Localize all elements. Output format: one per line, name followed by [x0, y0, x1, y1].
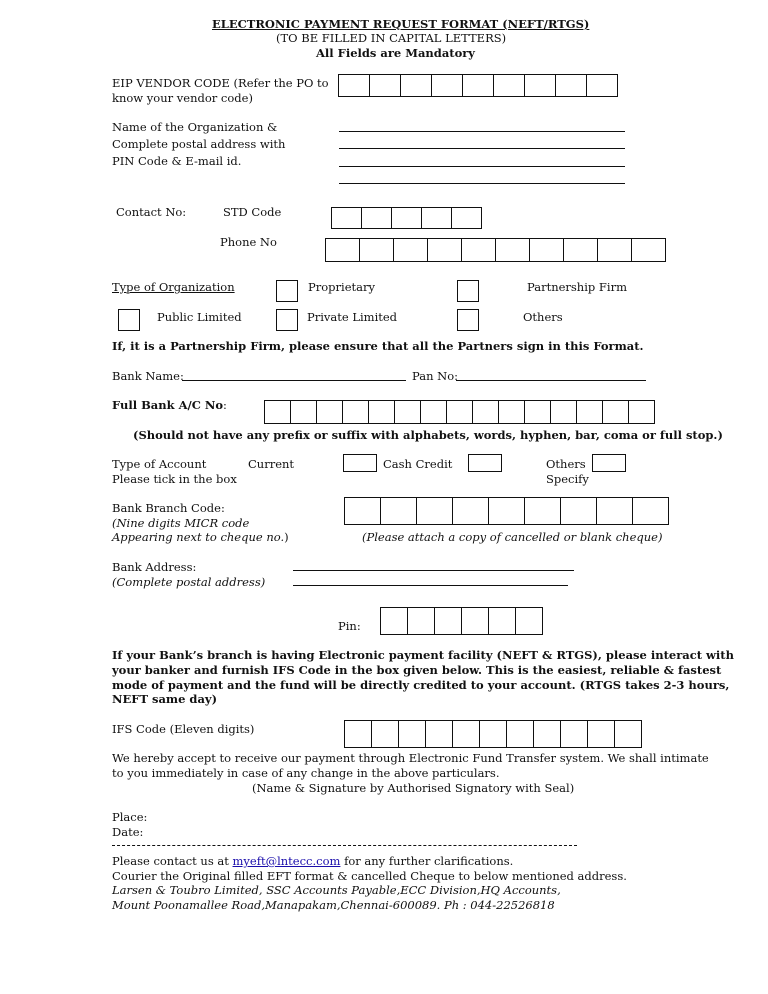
vendor-code-box[interactable] — [431, 74, 463, 97]
bank-address-label: Bank Address: — [112, 560, 197, 574]
pin-box[interactable] — [434, 607, 462, 635]
micr-note-2-text: Appearing next to cheque no. — [112, 530, 285, 544]
partnership-label: Partnership Firm — [527, 280, 627, 294]
others-org-label: Others — [523, 310, 563, 324]
cash-credit-checkbox[interactable] — [468, 454, 502, 472]
account-number-box[interactable] — [394, 400, 421, 424]
courier-note: Courier the Original filled EFT format & cancelled Cheque to below mentioned address. — [112, 869, 627, 883]
phone-box[interactable] — [631, 238, 666, 262]
ifsc-box[interactable] — [452, 720, 480, 748]
ifsc-box[interactable] — [398, 720, 426, 748]
form-subtitle: (TO BE FILLED IN CAPITAL LETTERS) — [276, 31, 507, 45]
phone-box[interactable] — [359, 238, 394, 262]
public-limited-label: Public Limited — [157, 310, 242, 324]
pin-box[interactable] — [461, 607, 489, 635]
branch-code-box[interactable] — [560, 497, 597, 525]
account-type-label: Type of Account — [112, 457, 207, 471]
proprietary-checkbox[interactable] — [276, 280, 298, 302]
vendor-code-box[interactable] — [555, 74, 587, 97]
mandatory-note: All Fields are Mandatory — [316, 46, 475, 60]
current-account-checkbox[interactable] — [343, 454, 377, 472]
phone-label: Phone No — [220, 235, 277, 249]
bank-address-line-2[interactable] — [293, 585, 568, 586]
org-line-4[interactable] — [339, 183, 625, 184]
pin-box[interactable] — [488, 607, 516, 635]
vendor-code-box[interactable] — [462, 74, 494, 97]
place-label: Place: — [112, 810, 148, 824]
micr-note-2 — [112, 530, 289, 545]
phone-box[interactable] — [393, 238, 428, 262]
pan-line[interactable] — [456, 380, 646, 381]
account-number-box[interactable] — [550, 400, 577, 424]
std-code-box[interactable] — [361, 207, 392, 229]
std-code-label: STD Code — [223, 205, 282, 219]
others-account-checkbox[interactable] — [592, 454, 626, 472]
address-line-2: Mount Poonamallee Road,Manapakam,Chennai-600089. Ph : 044-22526818 — [112, 898, 555, 912]
bank-address-note: (Complete postal address) — [112, 575, 266, 589]
account-number-colon: : — [223, 398, 227, 412]
account-number-box[interactable] — [602, 400, 629, 424]
account-number-label-text: Full Bank A/C No — [112, 398, 224, 412]
contact-label: Contact No: — [116, 205, 187, 219]
partnership-note: If, it is a Partnership Firm, please ensure that all the Partners sign in this Format. — [112, 339, 644, 353]
account-number-box[interactable] — [576, 400, 603, 424]
phone-box[interactable] — [495, 238, 530, 262]
account-number-box[interactable] — [446, 400, 473, 424]
branch-code-box[interactable] — [452, 497, 489, 525]
account-number-box[interactable] — [368, 400, 395, 424]
proprietary-label: Proprietary — [308, 280, 375, 294]
private-limited-label: Private Limited — [307, 310, 398, 324]
ifsc-instructions-line-3: mode of payment and the fund will be directly credited to your account. (RTGS takes 2-3 hours, — [112, 678, 730, 692]
account-number-box[interactable] — [472, 400, 499, 424]
vendor-code-boxes[interactable] — [338, 74, 618, 97]
ifsc-box[interactable] — [587, 720, 615, 748]
micr-note-close: ) — [284, 530, 289, 544]
vendor-code-box[interactable] — [524, 74, 556, 97]
account-number-box[interactable] — [316, 400, 343, 424]
vendor-code-hint: know your vendor code) — [112, 91, 253, 105]
std-code-box[interactable] — [331, 207, 362, 229]
form-title: ELECTRONIC PAYMENT REQUEST FORMAT (NEFT/RTGS) — [212, 17, 590, 31]
account-number-box[interactable] — [498, 400, 525, 424]
branch-code-box[interactable] — [632, 497, 669, 525]
phone-box[interactable] — [461, 238, 496, 262]
branch-code-boxes[interactable] — [344, 497, 669, 525]
std-code-boxes[interactable] — [331, 207, 482, 229]
vendor-code-box[interactable] — [369, 74, 401, 97]
branch-code-box[interactable] — [488, 497, 525, 525]
std-code-box[interactable] — [391, 207, 422, 229]
pin-label: Pin: — [338, 619, 361, 633]
phone-box[interactable] — [563, 238, 598, 262]
acceptance-line-2: to you immediately in case of any change in the above particulars. — [112, 766, 500, 780]
signature-label: (Name & Signature by Authorised Signatory with Seal) — [252, 781, 575, 795]
ifsc-box[interactable] — [506, 720, 534, 748]
acceptance-line-1: We hereby accept to receive our payment through Electronic Fund Transfer system. We shall intimate — [112, 751, 709, 765]
cash-credit-label: Cash Credit — [383, 457, 453, 471]
account-number-box[interactable] — [628, 400, 655, 424]
phone-box[interactable] — [597, 238, 632, 262]
ifsc-box[interactable] — [533, 720, 561, 748]
account-number-box[interactable] — [342, 400, 369, 424]
ifsc-box[interactable] — [344, 720, 372, 748]
pin-box[interactable] — [407, 607, 435, 635]
ifsc-instructions-line-1: If your Bank’s branch is having Electronic payment facility (NEFT & RTGS), please interact with — [112, 648, 734, 662]
others-account-label: Others — [546, 457, 586, 471]
phone-box[interactable] — [325, 238, 360, 262]
phone-box[interactable] — [427, 238, 462, 262]
ifsc-instructions-line-4: NEFT same day) — [112, 692, 218, 706]
account-number-box[interactable] — [290, 400, 317, 424]
branch-code-box[interactable] — [380, 497, 417, 525]
contact-note-prefix: Please contact us at — [112, 854, 229, 868]
branch-code-box[interactable] — [596, 497, 633, 525]
ifsc-box[interactable] — [371, 720, 399, 748]
pan-label: Pan No: — [412, 369, 458, 383]
org-line-1[interactable] — [339, 131, 625, 132]
private-limited-checkbox[interactable] — [276, 309, 298, 331]
bank-name-label: Bank Name: — [112, 369, 184, 383]
vendor-code-box[interactable] — [338, 74, 370, 97]
branch-code-box[interactable] — [416, 497, 453, 525]
org-line-3[interactable] — [339, 166, 625, 167]
others-org-checkbox[interactable] — [457, 309, 479, 331]
phone-boxes[interactable] — [325, 238, 666, 262]
org-address-label: Complete postal address with — [112, 137, 286, 151]
address-line-1: Larsen & Toubro Limited, SSC Accounts Payable,ECC Division,HQ Accounts, — [112, 883, 561, 897]
pin-box[interactable] — [380, 607, 408, 635]
vendor-code-box[interactable] — [400, 74, 432, 97]
partnership-checkbox[interactable] — [457, 280, 479, 302]
bank-address-line-1[interactable] — [293, 570, 574, 571]
vendor-code-label: EIP VENDOR CODE (Refer the PO to — [112, 76, 329, 90]
bank-name-line[interactable] — [182, 380, 406, 381]
std-code-box[interactable] — [421, 207, 452, 229]
ifsc-boxes[interactable] — [344, 720, 642, 748]
account-number-boxes[interactable] — [264, 400, 655, 424]
vendor-code-box[interactable] — [493, 74, 525, 97]
org-name-label: Name of the Organization & — [112, 120, 278, 134]
contact-note-suffix: for any further clarifications. — [344, 854, 514, 868]
branch-code-box[interactable] — [344, 497, 381, 525]
micr-note: (Nine digits MICR code — [112, 516, 250, 530]
org-line-2[interactable] — [339, 148, 625, 149]
org-type-label: Type of Organization — [112, 280, 235, 294]
vendor-code-box[interactable] — [586, 74, 618, 97]
pin-boxes[interactable] — [380, 607, 543, 635]
ifsc-box[interactable] — [425, 720, 453, 748]
branch-code-box[interactable] — [524, 497, 561, 525]
contact-email-link[interactable]: myeft@lntecc.com — [232, 854, 341, 868]
contact-note — [112, 854, 513, 869]
ifsc-label: IFS Code (Eleven digits) — [112, 722, 255, 736]
others-specify-label: Specify — [546, 472, 589, 486]
ifsc-box[interactable] — [614, 720, 642, 748]
ifsc-box[interactable] — [479, 720, 507, 748]
cheque-note: (Please attach a copy of cancelled or blank cheque) — [362, 530, 663, 544]
phone-box[interactable] — [529, 238, 564, 262]
ifsc-box[interactable] — [560, 720, 588, 748]
current-account-label: Current — [248, 457, 295, 471]
account-number-label — [112, 398, 227, 413]
account-number-box[interactable] — [420, 400, 447, 424]
account-number-box[interactable] — [264, 400, 291, 424]
footer-divider — [112, 845, 577, 846]
org-pin-label: PIN Code & E-mail id. — [112, 154, 242, 168]
public-limited-checkbox[interactable] — [118, 309, 140, 331]
ifsc-instructions-line-2: your banker and furnish IFS Code in the box given below. This is the easiest, reliable & fastest — [112, 663, 722, 677]
account-number-box[interactable] — [524, 400, 551, 424]
account-type-tick-note: Please tick in the box — [112, 472, 237, 486]
std-code-box[interactable] — [451, 207, 482, 229]
date-label: Date: — [112, 825, 144, 839]
pin-box[interactable] — [515, 607, 543, 635]
branch-code-label: Bank Branch Code: — [112, 501, 225, 515]
account-number-note: (Should not have any prefix or suffix with alphabets, words, hyphen, bar, coma or full stop.) — [133, 428, 723, 442]
